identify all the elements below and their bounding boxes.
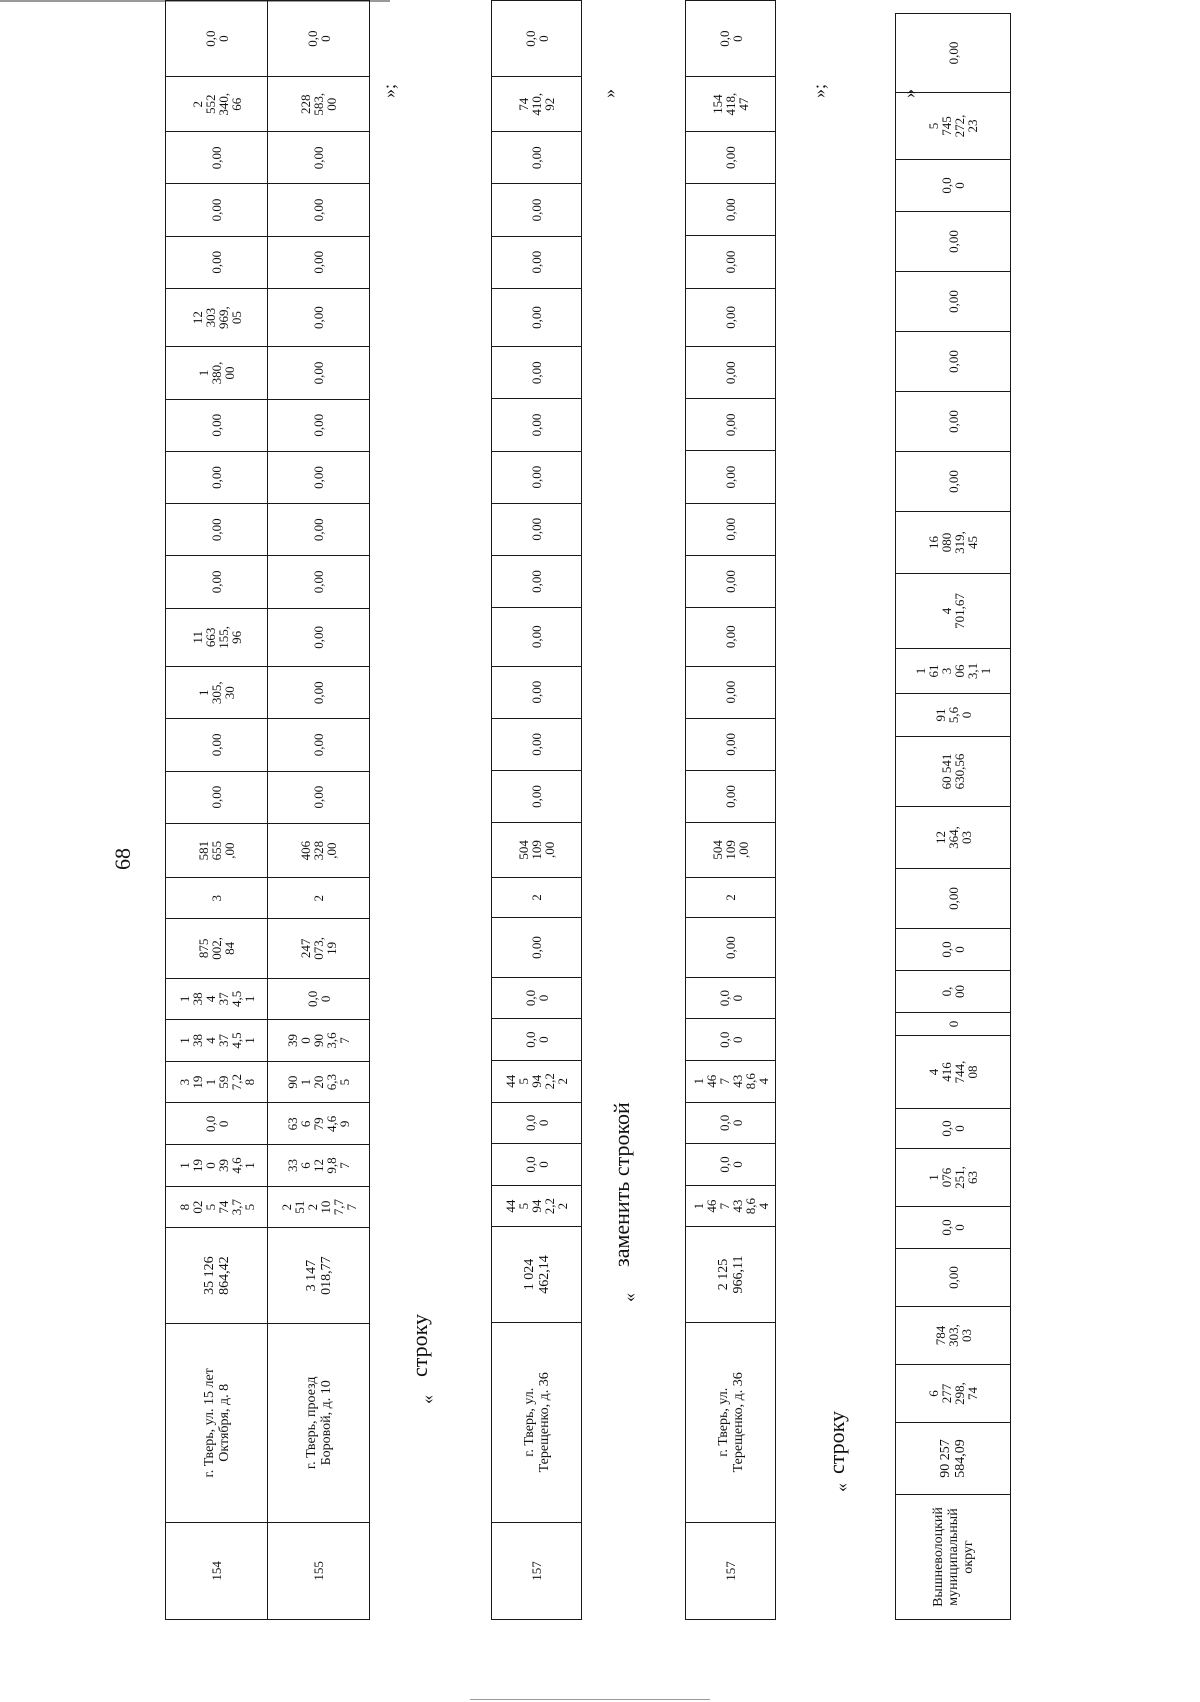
table-cell: г. Тверь, проезд Боровой, д. 10 <box>268 1323 370 1522</box>
table-cell: 0,0 0 <box>686 1 776 77</box>
table-row <box>166 1 268 1620</box>
table-cell: 0,00 <box>896 332 1011 392</box>
table-body-157-new <box>686 1 776 1620</box>
table-cell: 2 <box>686 877 776 918</box>
table-cell: 0,0 0 <box>896 929 1011 971</box>
table-cell: 0,0 0 <box>896 1207 1011 1249</box>
table-cell: 0,00 <box>896 392 1011 452</box>
table-cell: 0,00 <box>166 399 268 451</box>
table-cell: 0,00 <box>268 504 370 556</box>
table-cell: 1 076 251, 63 <box>896 1149 1011 1207</box>
table-cell: 0,00 <box>896 14 1011 93</box>
table-cell: 0,0 0 <box>268 978 370 1020</box>
table-cell: 0,00 <box>492 236 582 288</box>
table-cell: 0,00 <box>686 236 776 288</box>
table-row <box>492 1 582 1620</box>
table-cell: 12 303 969, 05 <box>166 288 268 347</box>
table-cell: 1 305, 30 <box>166 667 268 719</box>
table-body-154-155 <box>166 1 370 1620</box>
table-cell: 60 541 630,56 <box>896 737 1011 807</box>
table-cell: 3 147 018,77 <box>268 1228 370 1323</box>
table-cell: 0,00 <box>896 1249 1011 1307</box>
table-cell: 581 655 ,00 <box>166 823 268 878</box>
table-cell: 0,00 <box>686 451 776 503</box>
table-cell: 0,00 <box>268 288 370 347</box>
table-cell: 157 <box>686 1522 776 1619</box>
table-cell: 0,0 0 <box>166 1103 268 1145</box>
table-cell: 3 <box>166 878 268 919</box>
table-cell: 5 745 272, 23 <box>896 93 1011 160</box>
close-quote-3: »; <box>809 83 829 98</box>
table-cell: 2 125 966,11 <box>686 1227 776 1322</box>
close-quote-4: » <box>899 89 919 98</box>
table-cell: 0,00 <box>492 347 582 399</box>
table-cell: 0,0 0 <box>686 1144 776 1186</box>
table-cell: 504 109 ,00 <box>686 823 776 878</box>
close-quote-2: » <box>599 89 619 98</box>
table-cell: 0,00 <box>166 451 268 503</box>
table-cell: 0,0 0 <box>492 1019 582 1061</box>
page-number: 68 <box>110 848 135 870</box>
table-cell: 0,00 <box>268 236 370 288</box>
table-cell: 0,00 <box>492 718 582 770</box>
table-cell: 0,00 <box>686 718 776 770</box>
table-cell: 0,00 <box>686 918 776 977</box>
table-cell: 247 073, 19 <box>268 919 370 978</box>
table-cell: 0,00 <box>492 666 582 718</box>
open-quote-1: « <box>417 1395 437 1404</box>
table-cell: 0,00 <box>492 451 582 503</box>
table-cell: г. Тверь, ул. Терещенко, д. 36 <box>686 1322 776 1522</box>
table-cell: 0,00 <box>268 399 370 451</box>
table-cell: 0,00 <box>492 918 582 977</box>
table-cell: 0,0 0 <box>492 1144 582 1186</box>
table-cell: 0,00 <box>166 184 268 236</box>
table-cell: 1 46 7 43 8,6 4 <box>686 1185 776 1227</box>
table-cell: г. Тверь, ул. 15 лет Октября, д. 8 <box>166 1323 268 1522</box>
table-cell: 0,00 <box>686 184 776 236</box>
table-row <box>686 1 776 1620</box>
table-cell: 90 257 584,09 <box>896 1423 1011 1495</box>
table-row-157-new <box>685 0 776 1620</box>
table-cell: 1 38 4 37 4,5 1 <box>166 1020 268 1062</box>
table-cell: 33 6 12 9,8 7 <box>268 1145 370 1187</box>
table-cell: 74 410, 92 <box>492 77 582 132</box>
table-cell: 8 02 5 74 3,7 5 <box>166 1186 268 1228</box>
table-cell: 0,0 0 <box>686 1102 776 1144</box>
table-cell: 0,00 <box>268 771 370 823</box>
table-cell: 0,0 0 <box>492 977 582 1019</box>
table-cell: 0,00 <box>166 719 268 771</box>
open-quote-3: « <box>831 1483 851 1492</box>
table-cell: 4 701,67 <box>896 574 1011 649</box>
table-cell: 0,00 <box>166 556 268 608</box>
table-cell: 0, 00 <box>896 971 1011 1013</box>
table-cell: 0,00 <box>686 132 776 184</box>
table-cell: 0,00 <box>268 347 370 399</box>
table-cell: 0,00 <box>686 503 776 555</box>
close-quote-1: »; <box>379 83 399 98</box>
table-cell: 0,00 <box>686 666 776 718</box>
table-cell: 44 5 94 2,2 2 <box>492 1185 582 1227</box>
table-cell: 0,00 <box>268 556 370 608</box>
table-cell: 0,00 <box>686 399 776 451</box>
table-cell: 12 364, 03 <box>896 807 1011 869</box>
table-cell: 875 002, 84 <box>166 919 268 978</box>
table-cell: 0,00 <box>268 608 370 667</box>
table-cell: 1 024 462,14 <box>492 1227 582 1322</box>
instruction-row-2: строку <box>824 1410 849 1474</box>
table-cell: 0,00 <box>686 288 776 347</box>
table-cell: 0,00 <box>492 399 582 451</box>
table-cell: 0,0 0 <box>492 1 582 77</box>
table-cell: 0,00 <box>686 347 776 399</box>
table-cell: 406 328 ,00 <box>268 823 370 878</box>
table-body-vyshnevolotsky <box>896 14 1011 1620</box>
table-cell: 0,00 <box>492 288 582 347</box>
table-cell: 2 <box>492 877 582 918</box>
table-cell: 3 19 1 59 7,2 8 <box>166 1061 268 1103</box>
table-cell: 157 <box>492 1522 582 1619</box>
table-cell: 0,00 <box>166 504 268 556</box>
table-cell: 2 51 2 10 7,7 7 <box>268 1186 370 1228</box>
table-cell: 0,0 0 <box>686 977 776 1019</box>
table-cell: 0,00 <box>166 771 268 823</box>
table-cell: 0,00 <box>166 236 268 288</box>
table-cell: 1 38 4 37 4,5 1 <box>166 978 268 1020</box>
table-cell: 0,0 0 <box>268 1 370 77</box>
table-cell: 0,00 <box>896 869 1011 929</box>
table-cell: 0,00 <box>686 608 776 667</box>
table-row-vyshnevolotsky <box>895 13 1011 1620</box>
table-cell: 154 418, 47 <box>686 77 776 132</box>
table-row <box>896 14 1011 1620</box>
table-row-157-old <box>491 0 582 1620</box>
table-cell: г. Тверь, ул. Терещенко, д. 36 <box>492 1322 582 1522</box>
table-body-157-old <box>492 1 582 1620</box>
table-cell: 2 552 340, 66 <box>166 77 268 132</box>
table-cell: 0,00 <box>492 503 582 555</box>
table-cell: 0,00 <box>166 132 268 184</box>
table-cell: 0,00 <box>492 608 582 667</box>
table-cell: 35 126 864,42 <box>166 1228 268 1323</box>
table-cell: 155 <box>268 1522 370 1619</box>
table-cell: 1 46 7 43 8,6 4 <box>686 1060 776 1102</box>
table-cell: 0,00 <box>268 667 370 719</box>
open-quote-2: « <box>619 1293 639 1302</box>
table-cell: 0 <box>896 1013 1011 1036</box>
table-cell: 0,00 <box>268 719 370 771</box>
instruction-replace: заменить строкой <box>609 1102 634 1267</box>
table-cell: 0,00 <box>492 132 582 184</box>
table-cell: 91 5,6 0 <box>896 694 1011 737</box>
table-cell: 0,00 <box>492 770 582 822</box>
table-cell: 228 583, 00 <box>268 77 370 132</box>
table-cell: 0,00 <box>492 184 582 236</box>
table-cell: 0,0 0 <box>686 1019 776 1061</box>
table-cell: 784 303, 03 <box>896 1307 1011 1365</box>
table-cell: 0,00 <box>268 184 370 236</box>
table-cell: 0,00 <box>686 555 776 607</box>
table-cell: 0,00 <box>686 770 776 822</box>
table-cell: 11 663 155, 96 <box>166 608 268 667</box>
table-cell: 6 277 298, 74 <box>896 1365 1011 1423</box>
table-cell: 0,00 <box>896 452 1011 512</box>
table-rows-154-155 <box>165 0 370 1620</box>
table-cell: 0,00 <box>268 451 370 503</box>
table-cell: 44 5 94 2,2 2 <box>492 1060 582 1102</box>
table-cell: 63 6 79 4,6 9 <box>268 1103 370 1145</box>
table-cell: 1 19 0 39 4,6 1 <box>166 1145 268 1187</box>
table-cell: 0,00 <box>896 212 1011 272</box>
table-cell: 16 080 319, 45 <box>896 512 1011 574</box>
table-cell: 0,0 0 <box>492 1102 582 1144</box>
table-cell: 90 1 20 6,3 5 <box>268 1061 370 1103</box>
table-cell: 39 0 90 3,6 7 <box>268 1020 370 1062</box>
table-cell: 1 380, 00 <box>166 347 268 399</box>
table-cell: Вышневолоцкий муниципальный округ <box>896 1495 1011 1620</box>
table-cell: 0,0 0 <box>896 160 1011 212</box>
table-cell: 0,00 <box>896 272 1011 332</box>
instruction-row-1: строку <box>407 1313 432 1377</box>
table-cell: 0,00 <box>268 132 370 184</box>
table-cell: 0,0 0 <box>896 1109 1011 1149</box>
table-cell: 4 416 744, 08 <box>896 1036 1011 1109</box>
table-cell: 2 <box>268 878 370 919</box>
table-cell: 1 61 3 06 3,1 1 <box>896 649 1011 694</box>
table-cell: 504 109 ,00 <box>492 823 582 878</box>
table-cell: 0,0 0 <box>166 1 268 77</box>
table-cell: 154 <box>166 1522 268 1619</box>
table-cell: 0,00 <box>492 555 582 607</box>
table-row <box>268 1 370 1620</box>
